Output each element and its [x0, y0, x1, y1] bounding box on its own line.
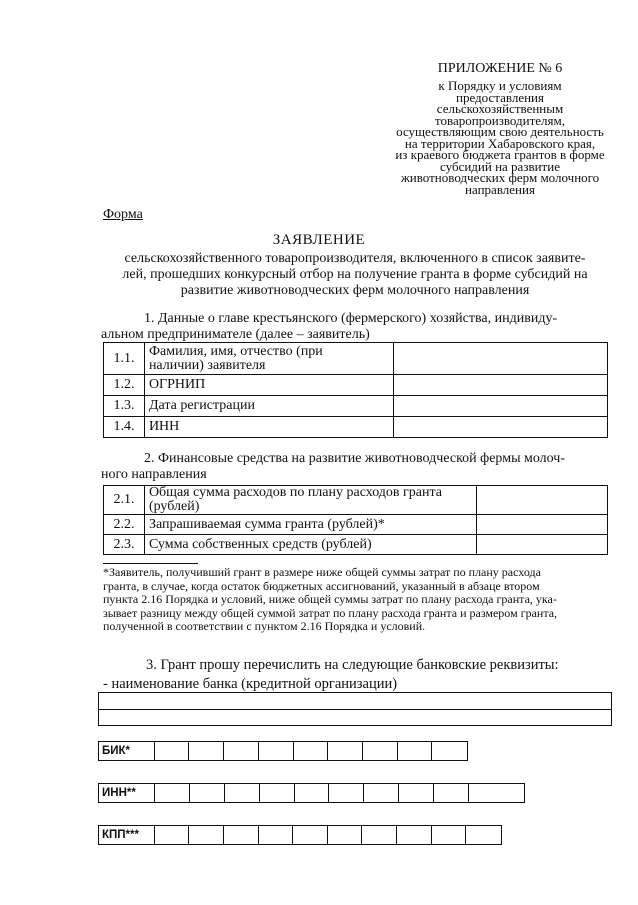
inn-digit-cell[interactable]	[260, 784, 295, 802]
row-label: Дата регистрации	[144, 396, 393, 417]
row-label: Запрашиваемая сумма гранта (рублей)*	[144, 515, 476, 535]
form-label: Форма	[103, 207, 143, 222]
document-subtitle	[101, 251, 609, 299]
table-row	[104, 375, 608, 396]
subtitle-line: развитие животноводческих ферм молочного направления	[180, 283, 530, 298]
kpp-digit-cell[interactable]	[155, 826, 190, 844]
kpp-field	[98, 825, 502, 845]
bik-digit-cell[interactable]	[224, 742, 259, 760]
bank-name-box	[98, 692, 612, 726]
section-1-title-line: альном предпринимателе (далее – заявитель)	[101, 327, 370, 342]
kpp-digit-cell[interactable]	[189, 826, 224, 844]
footnote-line: гранта, в случае, когда остаток бюджетных ассигнований, указанный в абзаце втором	[103, 578, 540, 593]
row-number: 2.3.	[104, 535, 145, 555]
section-1-title	[101, 311, 609, 343]
row-label: ИНН	[144, 417, 393, 438]
bik-digit-cell[interactable]	[432, 742, 467, 760]
inn-digit-cell[interactable]	[364, 784, 399, 802]
section-2-title	[101, 451, 609, 483]
bik-digit-cell[interactable]	[363, 742, 398, 760]
appendix-line: сельскохозяйственным	[436, 101, 564, 116]
inn-label: ИНН**	[99, 784, 155, 802]
kpp-label: КПП***	[99, 826, 155, 844]
appendix-line: направления	[465, 181, 535, 197]
bik-digit-cell[interactable]	[398, 742, 433, 760]
row-label: Сумма собственных средств (рублей)	[144, 535, 476, 555]
appendix-line: предоставления	[456, 89, 544, 105]
footnote	[103, 566, 609, 634]
kpp-digit-cell[interactable]	[397, 826, 432, 844]
appendix-line: на территории Хабаровского края,	[404, 135, 596, 151]
subtitle-line: лей, прошедших конкурсный отбор на получение гранта в форме субсидий на	[122, 267, 588, 282]
row-label-line: наличии) заявителя	[148, 357, 266, 373]
section-1-title-line: 1. Данные о главе крестьянского (фермерского) хозяйства, индивиду-	[144, 311, 558, 326]
table-row	[104, 396, 608, 417]
row-number: 1.1.	[104, 343, 145, 375]
inn-digit-cell[interactable]	[190, 784, 225, 802]
section-2-title-line: 2. Финансовые средства на развитие животноводческой фермы молоч-	[144, 451, 565, 466]
bank-name-label: - наименование банка (кредитной организации)	[103, 676, 398, 692]
row-number: 1.3.	[104, 396, 145, 417]
kpp-digit-cell[interactable]	[432, 826, 467, 844]
document-title: ЗАЯВЛЕНИЕ	[272, 232, 366, 248]
row-label: ОГРНИП	[144, 375, 393, 396]
inn-digit-cell[interactable]	[155, 784, 190, 802]
row-number: 2.2.	[104, 515, 145, 535]
inn-digit-cell[interactable]	[295, 784, 330, 802]
table-row	[104, 417, 608, 438]
section-2-title-line: ного направления	[101, 467, 207, 482]
inn-digit-cell[interactable]	[469, 784, 504, 802]
inn-digit-cell[interactable]	[434, 784, 469, 802]
inn-digit-cell[interactable]	[399, 784, 434, 802]
kpp-digit-cell[interactable]	[362, 826, 397, 844]
kpp-digit-cell[interactable]	[293, 826, 328, 844]
applicant-data-table	[103, 342, 608, 438]
appendix-line: осуществляющим свою деятельность	[396, 124, 604, 139]
row-number: 1.4.	[104, 417, 145, 438]
row-label-line: (рублей)	[148, 499, 200, 514]
bik-digit-cell[interactable]	[155, 742, 190, 760]
row-label-line: Общая сумма расходов по плану расходов гранта	[148, 485, 442, 500]
total-expenses-field[interactable]	[477, 486, 608, 515]
row-number: 1.2.	[104, 375, 145, 396]
kpp-digit-cell[interactable]	[224, 826, 259, 844]
appendix-title: ПРИЛОЖЕНИЕ № 6	[437, 61, 563, 76]
footnote-line: *Заявитель, получивший грант в размере ниже общей суммы затрат по плану расхода	[103, 565, 541, 579]
inn-bank-field	[98, 783, 525, 803]
footnote-divider	[103, 563, 198, 564]
financial-table	[103, 485, 608, 555]
bank-name-divider	[99, 709, 611, 710]
bik-label: БИК*	[99, 742, 155, 760]
bik-digit-cell[interactable]	[294, 742, 329, 760]
bik-field	[98, 741, 468, 761]
inn-digit-cell[interactable]	[329, 784, 364, 802]
fio-field[interactable]	[393, 343, 608, 375]
appendix-line: к Порядку и условиям	[438, 78, 562, 93]
bik-digit-cell[interactable]	[328, 742, 363, 760]
row-label-line: Фамилия, имя, отчество (при	[148, 343, 323, 359]
bik-digit-cell[interactable]	[189, 742, 224, 760]
kpp-digit-cell[interactable]	[328, 826, 363, 844]
appendix-line: животноводческих ферм молочного	[400, 170, 600, 185]
registration-date-field[interactable]	[393, 396, 608, 417]
ogrnip-field[interactable]	[393, 375, 608, 396]
table-row	[104, 535, 608, 555]
table-row	[104, 515, 608, 535]
own-funds-field[interactable]	[477, 535, 608, 555]
appendix-line: субсидий на развитие	[440, 158, 560, 174]
appendix-line: из краевого бюджета грантов в форме	[395, 147, 605, 162]
kpp-digit-cell[interactable]	[259, 826, 294, 844]
inn-digit-cell[interactable]	[225, 784, 260, 802]
appendix-line: товаропроизводителям,	[435, 112, 565, 128]
footnote-line: пункта 2.16 Порядка и условий, ниже общей суммы затрат по плану расхода гранта, ука-	[103, 592, 557, 606]
kpp-digit-cell[interactable]	[466, 826, 501, 844]
subtitle-line: сельскохозяйственного товаропроизводителя, включенного в список заявите-	[124, 251, 586, 266]
inn-field[interactable]	[393, 417, 608, 438]
row-label	[144, 486, 476, 515]
footnote-line: полученной в соответствии с пунктом 2.16 Порядка и условий.	[103, 619, 426, 633]
requested-grant-field[interactable]	[477, 515, 608, 535]
row-label	[144, 343, 393, 375]
section-3-title: 3. Грант прошу перечислить на следующие банковские реквизиты:	[146, 657, 559, 673]
footnote-line: зывает разницу между общей суммой затрат по плану расхода гранта и размером гранта,	[103, 605, 558, 620]
appendix-header	[392, 62, 608, 195]
bik-digit-cell[interactable]	[259, 742, 294, 760]
row-number: 2.1.	[104, 486, 145, 515]
table-row	[104, 343, 608, 375]
table-row	[104, 486, 608, 515]
